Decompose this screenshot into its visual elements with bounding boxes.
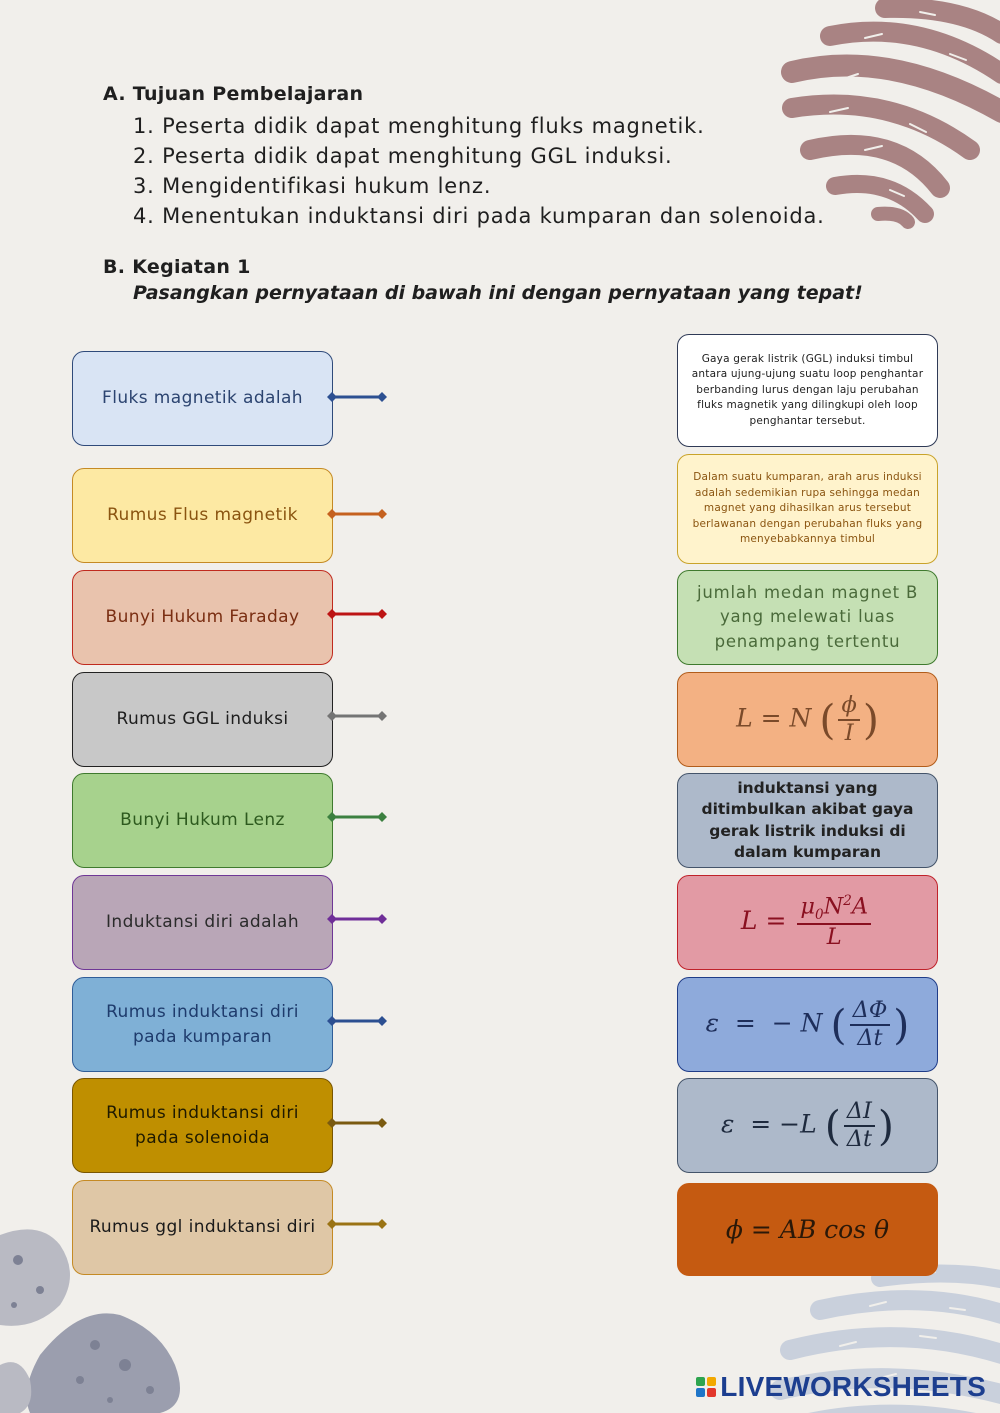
connector-handle[interactable] bbox=[326, 1014, 388, 1028]
formula-ggl-induction bbox=[706, 998, 910, 1052]
formula-solenoid-inductance bbox=[741, 894, 874, 951]
left-box-coil-inductance-formula[interactable] bbox=[72, 977, 333, 1072]
left-box-label: Rumus ggl induktansi diri bbox=[89, 1217, 316, 1237]
formula-magnetic-flux: ϕ = AB cos θ bbox=[725, 1215, 890, 1244]
formula-lhs: ε = −L bbox=[720, 1109, 817, 1138]
liveworksheets-logo bbox=[696, 1371, 986, 1403]
paren-close: ) bbox=[877, 1101, 895, 1150]
fraction-numerator: $\mu_0N^2A$ bbox=[797, 894, 871, 926]
activity-instruction: Pasangkan pernyataan di bawah ini dengan pernyataan yang tepat! bbox=[133, 282, 863, 304]
connector-handle[interactable] bbox=[326, 607, 388, 621]
fraction-numerator: ΔΦ bbox=[850, 998, 891, 1026]
right-box-self-inductance-definition[interactable] bbox=[677, 773, 938, 868]
fraction bbox=[838, 693, 859, 747]
left-box-flux-formula[interactable] bbox=[72, 468, 333, 563]
left-box-label: Rumus induktansi diri pada kumparan bbox=[106, 1001, 299, 1047]
formula-lhs: ε = − N bbox=[705, 1008, 823, 1037]
left-box-label: Induktansi diri adalah bbox=[105, 912, 299, 932]
logo-icon bbox=[696, 1377, 716, 1397]
left-box-ggl-formula[interactable] bbox=[72, 672, 333, 767]
brand-name: LIVEWORKSHEETS bbox=[720, 1371, 986, 1402]
objective-item: 4. Menentukan induktansi diri pada kumparan dan solenoida. bbox=[133, 204, 825, 228]
answer-text: induktansi yang ditimbulkan akibat gaya gerak listrik induksi di dalam kumparan bbox=[701, 778, 914, 861]
answer-text: jumlah medan magnet B yang melewati luas penampang tertentu bbox=[696, 582, 919, 651]
formula-self-induction-ggl bbox=[721, 1099, 894, 1153]
fraction-denominator: Δt bbox=[846, 1125, 872, 1152]
left-box-label: Bunyi Hukum Lenz bbox=[120, 810, 285, 830]
right-box-flux-formula[interactable] bbox=[677, 1183, 938, 1276]
right-box-faraday-statement[interactable] bbox=[677, 334, 938, 447]
left-box-label: Rumus Flus magnetik bbox=[107, 505, 298, 525]
connector-handle[interactable] bbox=[326, 912, 388, 926]
connector-handle[interactable] bbox=[326, 810, 388, 824]
right-box-self-ggl-formula[interactable] bbox=[677, 1078, 938, 1173]
left-box-lenz-law[interactable] bbox=[72, 773, 333, 868]
left-box-label: Rumus GGL induksi bbox=[116, 709, 289, 729]
fraction bbox=[844, 1099, 875, 1153]
objective-item: 1. Peserta didik dapat menghitung fluks magnetik. bbox=[133, 114, 705, 138]
fraction-denominator: L bbox=[826, 924, 842, 951]
formula-lhs: L = N bbox=[736, 703, 812, 732]
right-box-inductance-flux-formula[interactable] bbox=[677, 672, 938, 767]
left-box-self-induction-ggl-formula[interactable] bbox=[72, 1180, 333, 1275]
paren-close: ) bbox=[862, 695, 879, 744]
left-box-solenoid-inductance-formula[interactable] bbox=[72, 1078, 333, 1173]
fraction-denominator: Δt bbox=[857, 1024, 883, 1051]
objectives-list bbox=[103, 111, 825, 231]
objective-item: 2. Peserta didik dapat menghitung GGL induksi. bbox=[133, 144, 673, 168]
paren-open: ( bbox=[819, 695, 836, 744]
section-a-title: A. Tujuan Pembelajaran bbox=[103, 83, 364, 105]
left-box-self-inductance-definition[interactable] bbox=[72, 875, 333, 970]
activity-section bbox=[103, 256, 863, 304]
right-box-ggl-formula[interactable] bbox=[677, 977, 938, 1072]
connector-handle[interactable] bbox=[326, 1116, 388, 1130]
fraction-denominator: I bbox=[844, 719, 854, 746]
paren-close: ) bbox=[893, 1000, 910, 1049]
formula-lhs: L = bbox=[740, 905, 787, 935]
answer-text: Gaya gerak listrik (GGL) induksi timbul antara ujung-ujung suatu loop penghantar berbanding lurus dengan laju perubahan fluks magnetik yang dilingkupi oleh loop penghantar tersebut. bbox=[691, 352, 924, 427]
fraction-numerator: ϕ bbox=[838, 693, 859, 721]
fraction bbox=[797, 894, 871, 951]
left-box-faraday-law[interactable] bbox=[72, 570, 333, 665]
paren-open: ( bbox=[824, 1101, 841, 1150]
right-box-solenoid-formula[interactable] bbox=[677, 875, 938, 970]
left-box-fluks-definition[interactable] bbox=[72, 351, 333, 446]
formula-l-n-phi-over-i bbox=[736, 693, 879, 747]
left-box-label: Rumus induktansi diri pada solenoida bbox=[106, 1102, 299, 1148]
fraction bbox=[850, 998, 891, 1052]
connector-handle[interactable] bbox=[326, 507, 388, 521]
fraction-numerator: ΔI bbox=[844, 1099, 875, 1127]
connector-handle[interactable] bbox=[326, 390, 388, 404]
right-box-lenz-statement[interactable] bbox=[677, 454, 938, 564]
objective-item: 3. Mengidentifikasi hukum lenz. bbox=[133, 174, 492, 198]
left-box-label: Fluks magnetik adalah bbox=[102, 388, 303, 408]
right-box-flux-definition[interactable] bbox=[677, 570, 938, 665]
connector-handle[interactable] bbox=[326, 709, 388, 723]
learning-objectives-section bbox=[103, 83, 825, 231]
left-box-label: Bunyi Hukum Faraday bbox=[105, 607, 300, 627]
section-b-title: B. Kegiatan 1 bbox=[103, 256, 251, 278]
answer-text: Dalam suatu kumparan, arah arus induksi adalah sedemikian rupa sehingga medan magnet yang dihasilkan arus tersebut berlawanan dengan perubahan fluks yang menyebabkannya timbul bbox=[692, 471, 923, 546]
paren-open: ( bbox=[830, 1000, 847, 1049]
connector-handle[interactable] bbox=[326, 1217, 388, 1231]
